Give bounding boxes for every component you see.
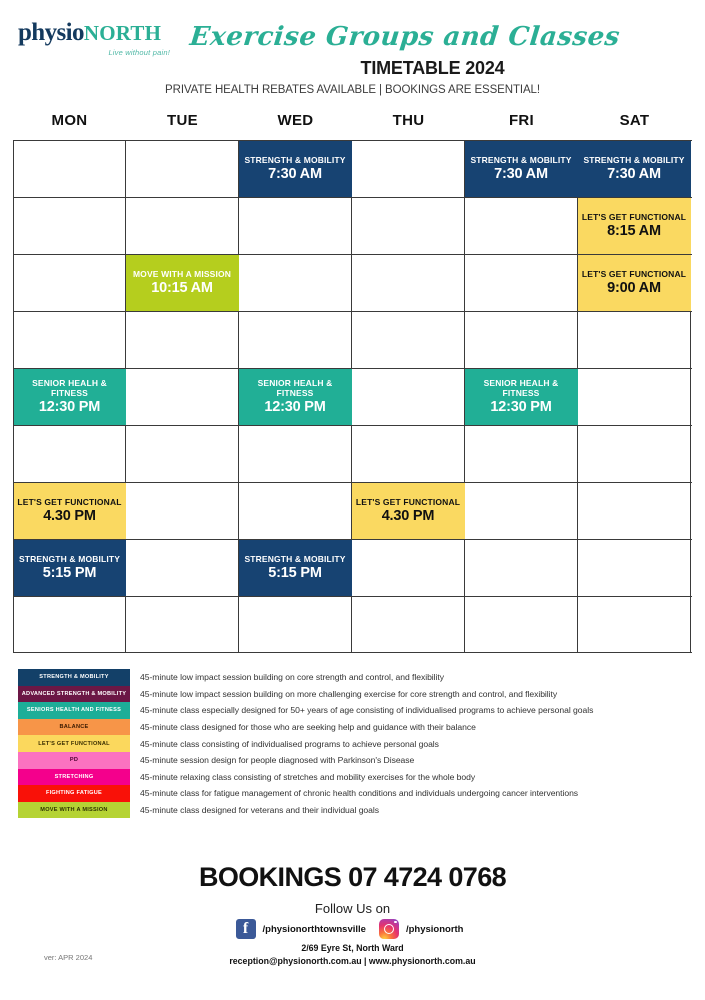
day-header-mon: MON (51, 112, 88, 129)
day-header-fri: FRI (508, 112, 535, 129)
instagram-icon[interactable] (379, 919, 399, 939)
empty-cell (126, 426, 239, 482)
empty-cell (239, 255, 352, 311)
day-header-sat: SAT (619, 112, 650, 129)
class-time: 7:30 AM (494, 165, 548, 182)
legend-swatch: MOVE WITH A MISSION (18, 802, 130, 819)
day-header-thu: THU (392, 112, 425, 129)
class-name: MOVE WITH A MISSION (132, 268, 232, 279)
legend-row (18, 669, 688, 686)
email-and-website[interactable]: reception@physionorth.com.au | www.physionorth.com.au (229, 956, 476, 967)
empty-cell (13, 255, 126, 311)
bookings-phone: BOOKINGS 07 4724 0768 (198, 862, 507, 892)
legend-swatch: SENIORS HEALTH AND FITNESS (18, 702, 130, 719)
empty-cell (465, 198, 578, 254)
timetable-row (13, 311, 692, 368)
legend-description: 45-minute class especially designed for 50+ years of age consisting of individualised programs to achieve personal goals (140, 705, 594, 716)
empty-cell (126, 369, 239, 425)
empty-cell (352, 540, 465, 596)
page-title: TIMETABLE 2024 (360, 58, 505, 78)
legend-description: 45-minute relaxing class consisting of stretches and mobility exercises for the whole body (140, 771, 476, 782)
legend-swatch: STRENGTH & MOBILITY (18, 669, 130, 686)
empty-cell (352, 597, 465, 652)
empty-cell (578, 540, 691, 596)
class-session-cell[interactable] (13, 369, 126, 425)
timetable-row (13, 197, 692, 254)
empty-cell (465, 483, 578, 539)
empty-cell (352, 141, 465, 197)
class-name: STRENGTH & MOBILITY (18, 553, 121, 564)
empty-cell (352, 312, 465, 368)
class-name: SENIOR HEALH & FITNESS (483, 377, 559, 398)
day-header-tue: TUE (167, 112, 198, 129)
legend-swatch: LET'S GET FUNCTIONAL (18, 735, 130, 752)
class-name: SENIOR HEALH & FITNESS (32, 377, 107, 398)
empty-cell (126, 483, 239, 539)
empty-cell (465, 597, 578, 652)
class-session-cell[interactable] (465, 369, 578, 425)
legend-swatch: FIGHTING FATIGUE (18, 785, 130, 802)
class-name: LET'S GET FUNCTIONAL (581, 211, 687, 222)
empty-cell (239, 483, 352, 539)
street-address: 2/69 Eyre St, North Ward (301, 943, 404, 953)
empty-cell (352, 198, 465, 254)
empty-cell (126, 540, 239, 596)
empty-cell (13, 312, 126, 368)
legend-swatch: BALANCE (18, 719, 130, 736)
class-time: 12:30 PM (490, 398, 552, 415)
page-title-script: Exercise Groups and Classes (188, 22, 622, 52)
logo-tagline: Live without pain! (108, 48, 170, 57)
class-session-cell[interactable] (126, 255, 239, 311)
class-session-cell[interactable] (465, 141, 578, 197)
empty-cell (578, 312, 691, 368)
follow-us-label: Follow Us on (314, 901, 391, 916)
empty-cell (352, 426, 465, 482)
legend-row (18, 719, 688, 736)
class-name: LET'S GET FUNCTIONAL (17, 496, 122, 507)
legend-row (18, 686, 688, 703)
legend-row (18, 802, 688, 819)
empty-cell (13, 597, 126, 652)
legend-description: 45-minute session design for people diagnosed with Parkinson's Disease (140, 755, 415, 766)
empty-cell (126, 141, 239, 197)
legend-swatch: ADVANCED STRENGTH & MOBILITY (18, 686, 130, 703)
class-session-cell[interactable] (13, 540, 126, 596)
social-links (0, 919, 705, 939)
empty-cell (465, 426, 578, 482)
empty-cell (13, 141, 126, 197)
class-session-cell[interactable] (578, 141, 691, 197)
class-time: 8:15 AM (607, 222, 661, 239)
class-time: 12:30 PM (264, 398, 326, 415)
empty-cell (465, 540, 578, 596)
empty-cell (239, 426, 352, 482)
class-session-cell[interactable] (578, 255, 691, 311)
class-name: LET'S GET FUNCTIONAL (355, 496, 461, 507)
class-time: 9:00 AM (607, 279, 661, 296)
class-time: 4.30 PM (43, 507, 96, 524)
legend-row (18, 735, 688, 752)
class-session-cell[interactable] (13, 483, 126, 539)
empty-cell (578, 483, 691, 539)
timetable-row (13, 140, 692, 197)
timetable-grid (13, 140, 692, 653)
empty-cell (13, 426, 126, 482)
class-time: 5:15 PM (42, 564, 97, 581)
empty-cell (126, 312, 239, 368)
class-session-cell[interactable] (239, 141, 352, 197)
page-header (0, 0, 705, 112)
class-name: STRENGTH & MOBILITY (583, 154, 685, 165)
timetable-row (13, 368, 692, 425)
legend-swatch: STRETCHING (18, 769, 130, 786)
class-time: 7:30 AM (268, 165, 322, 182)
empty-cell (13, 198, 126, 254)
empty-cell (352, 369, 465, 425)
empty-cell (239, 312, 352, 368)
timetable-row (13, 596, 692, 653)
class-time: 12:30 PM (38, 398, 101, 415)
legend-description: 45-minute class for fatigue management of chronic health conditions and individuals undergoing cancer interventions (140, 788, 579, 799)
empty-cell (578, 597, 691, 652)
legend-row (18, 769, 688, 786)
legend-description: 45-minute class designed for those who are seeking help and guidance with their balance (140, 722, 476, 733)
timetable-row (13, 539, 692, 596)
empty-cell (465, 312, 578, 368)
class-time: 7:30 AM (607, 165, 661, 182)
legend-row (18, 752, 688, 769)
logo-north-text: NORTH (83, 21, 162, 45)
legend-description: 45-minute class consisting of individualised programs to achieve personal goals (140, 738, 439, 749)
empty-cell (578, 369, 691, 425)
header-note: PRIVATE HEALTH REBATES AVAILABLE | BOOKINGS ARE ESSENTIAL! (165, 84, 540, 96)
empty-cell (126, 198, 239, 254)
logo-physio-text: physio (18, 19, 84, 46)
timetable-row (13, 254, 692, 311)
version-label: ver: APR 2024 (44, 953, 93, 962)
empty-cell (578, 426, 691, 482)
class-legend (18, 669, 688, 818)
class-time: 4.30 PM (381, 507, 435, 524)
empty-cell (239, 198, 352, 254)
class-name: LET'S GET FUNCTIONAL (581, 268, 687, 279)
empty-cell (352, 255, 465, 311)
facebook-icon[interactable]: f (236, 919, 256, 939)
instagram-lens (384, 924, 394, 934)
instagram-handle[interactable]: /physionorth (405, 923, 464, 935)
class-name: STRENGTH & MOBILITY (244, 553, 346, 564)
empty-cell (465, 255, 578, 311)
legend-description: 45-minute low impact session building on more challenging exercise for core strength and control, and flexibility (140, 688, 558, 699)
contact-block (0, 942, 705, 968)
day-header-row (13, 112, 692, 138)
legend-row (18, 785, 688, 802)
class-name: STRENGTH & MOBILITY (470, 154, 572, 165)
timetable-row (13, 425, 692, 482)
day-header-wed: WED (277, 112, 314, 129)
empty-cell (239, 597, 352, 652)
legend-description: 45-minute low impact session building on core strength and control, and flexibility (140, 672, 444, 683)
empty-cell (126, 597, 239, 652)
legend-swatch: PD (18, 752, 130, 769)
class-session-cell[interactable] (239, 540, 352, 596)
legend-row (18, 702, 688, 719)
facebook-handle[interactable]: /physionorthtownsville (262, 923, 366, 935)
class-session-cell[interactable] (239, 369, 352, 425)
class-time: 10:15 AM (151, 279, 213, 296)
class-time: 5:15 PM (268, 564, 322, 581)
legend-description: 45-minute class designed for veterans and their individual goals (140, 805, 379, 816)
class-name: STRENGTH & MOBILITY (244, 154, 346, 165)
class-session-cell[interactable] (578, 198, 691, 254)
class-session-cell[interactable] (352, 483, 465, 539)
class-name: SENIOR HEALH & FITNESS (257, 377, 333, 398)
timetable-row (13, 482, 692, 539)
